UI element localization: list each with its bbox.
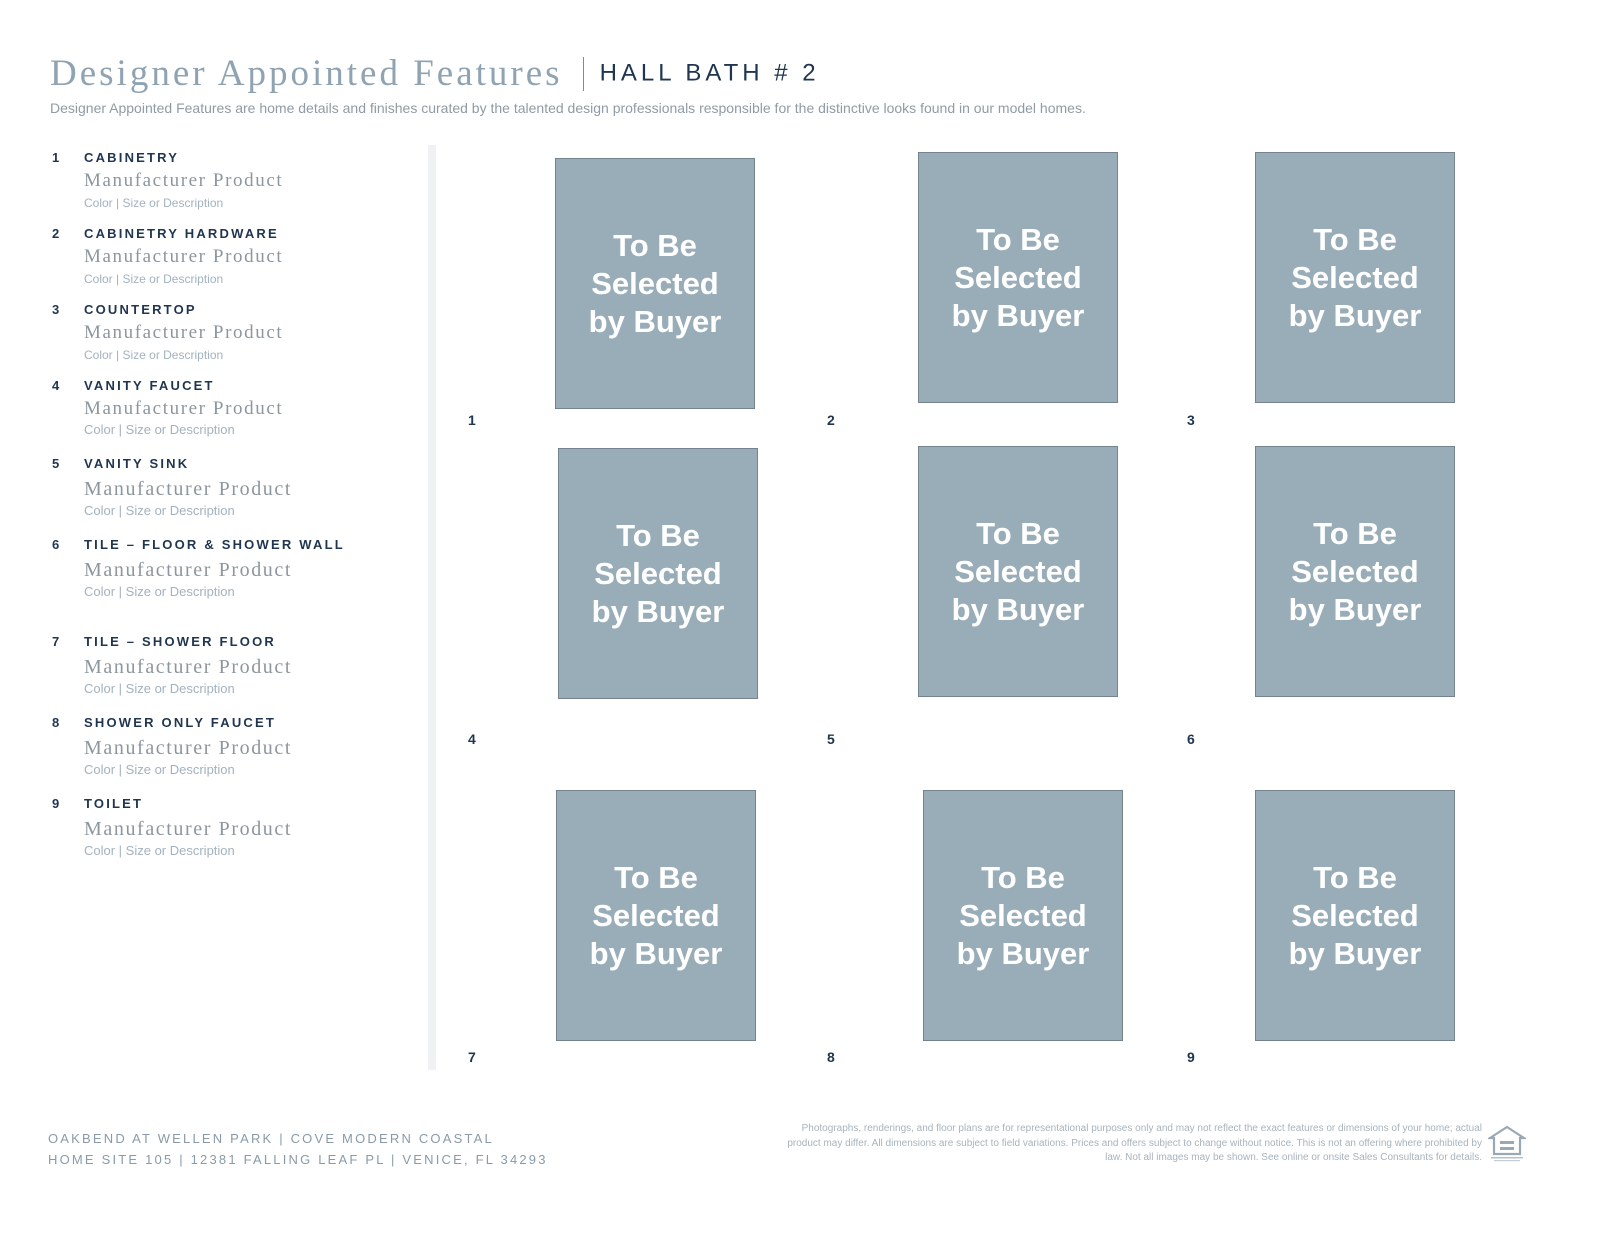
card-label: To Be Selected by Buyer xyxy=(589,859,723,971)
page-header xyxy=(50,52,820,95)
card-number: 8 xyxy=(827,1049,835,1065)
card-number: 4 xyxy=(468,731,476,747)
selection-card xyxy=(558,448,758,699)
card-number: 9 xyxy=(1187,1049,1195,1065)
feature-number: 6 xyxy=(52,537,60,552)
feature-product: Manufacturer Product xyxy=(84,656,293,678)
home-site-address: HOME SITE 105 | 12381 FALLING LEAF PL | VENICE, FL 34293 xyxy=(48,1152,548,1167)
feature-description: Color | Size or Description xyxy=(84,348,224,362)
feature-description: Color | Size or Description xyxy=(84,422,235,437)
community-name: OAKBEND AT WELLEN PARK | COVE MODERN COASTAL xyxy=(48,1131,494,1146)
card-label: To Be Selected by Buyer xyxy=(951,221,1085,333)
feature-product: Manufacturer Product xyxy=(84,559,293,581)
disclaimer: Photographs, renderings, and floor plans are for representational purposes only and may not reflect the exact features or dimensions of your home; actual product may differ. All dimensions are subject to field variations. Prices and offers subject to change without notice. This is not an offering where prohibited by law. Not all images may be shown. See online or onsite Sales Consultants for details. xyxy=(787,1123,1482,1163)
card-number: 5 xyxy=(827,731,835,747)
card-label: To Be Selected by Buyer xyxy=(1288,859,1422,971)
card-label: To Be Selected by Buyer xyxy=(591,517,725,629)
feature-product: Manufacturer Product xyxy=(84,246,284,267)
feature-description: Color | Size or Description xyxy=(84,272,224,286)
selection-card xyxy=(556,790,756,1041)
card-number: 2 xyxy=(827,412,835,428)
feature-name: SHOWER ONLY FAUCET xyxy=(84,715,277,730)
feature-number: 2 xyxy=(52,226,60,241)
feature-number: 4 xyxy=(52,378,60,393)
feature-name: VANITY SINK xyxy=(84,456,190,471)
feature-name: CABINETRY HARDWARE xyxy=(84,226,279,241)
feature-number: 9 xyxy=(52,796,60,811)
room-name: HALL BATH # 2 xyxy=(599,59,820,87)
equal-housing-opportunity-icon xyxy=(1488,1124,1526,1164)
feature-name: COUNTERTOP xyxy=(84,302,197,317)
card-label: To Be Selected by Buyer xyxy=(1288,515,1422,627)
feature-product: Manufacturer Product xyxy=(84,322,284,343)
community-info xyxy=(48,1128,548,1170)
card-label: To Be Selected by Buyer xyxy=(951,515,1085,627)
feature-number: 5 xyxy=(52,456,60,471)
feature-product: Manufacturer Product xyxy=(84,398,284,419)
selection-card xyxy=(1255,446,1455,697)
card-label: To Be Selected by Buyer xyxy=(588,227,722,339)
page-title: Designer Appointed Features xyxy=(50,53,563,94)
card-number: 6 xyxy=(1187,731,1195,747)
selection-card xyxy=(918,152,1118,403)
column-divider xyxy=(428,145,436,1070)
selection-card xyxy=(1255,152,1455,403)
feature-description: Color | Size or Description xyxy=(84,681,235,696)
page-subtitle: Designer Appointed Features are home details and finishes curated by the talented design professionals responsible for the distinctive looks found in our model homes. xyxy=(50,100,1086,116)
card-number: 7 xyxy=(468,1049,476,1065)
feature-description: Color | Size or Description xyxy=(84,762,235,777)
feature-description: Color | Size or Description xyxy=(84,503,235,518)
feature-name: TILE – FLOOR & SHOWER WALL xyxy=(84,537,345,552)
feature-product: Manufacturer Product xyxy=(84,170,284,191)
selection-card xyxy=(918,446,1118,697)
feature-number: 7 xyxy=(52,634,60,649)
card-label: To Be Selected by Buyer xyxy=(1288,221,1422,333)
feature-number: 8 xyxy=(52,715,60,730)
feature-product: Manufacturer Product xyxy=(84,818,293,840)
feature-name: TOILET xyxy=(84,796,144,811)
card-label: To Be Selected by Buyer xyxy=(956,859,1090,971)
feature-product: Manufacturer Product xyxy=(84,478,293,500)
card-number: 1 xyxy=(468,412,476,428)
selection-card xyxy=(923,790,1123,1041)
feature-description: Color | Size or Description xyxy=(84,584,235,599)
feature-product: Manufacturer Product xyxy=(84,737,293,759)
selection-card xyxy=(555,158,755,409)
feature-name: CABINETRY xyxy=(84,150,180,165)
feature-name: TILE – SHOWER FLOOR xyxy=(84,634,277,649)
feature-description: Color | Size or Description xyxy=(84,196,224,210)
feature-number: 3 xyxy=(52,302,60,317)
title-divider xyxy=(583,57,584,91)
feature-description: Color | Size or Description xyxy=(84,843,235,858)
selection-card xyxy=(1255,790,1455,1041)
card-number: 3 xyxy=(1187,412,1195,428)
feature-number: 1 xyxy=(52,150,60,165)
feature-name: VANITY FAUCET xyxy=(84,378,215,393)
